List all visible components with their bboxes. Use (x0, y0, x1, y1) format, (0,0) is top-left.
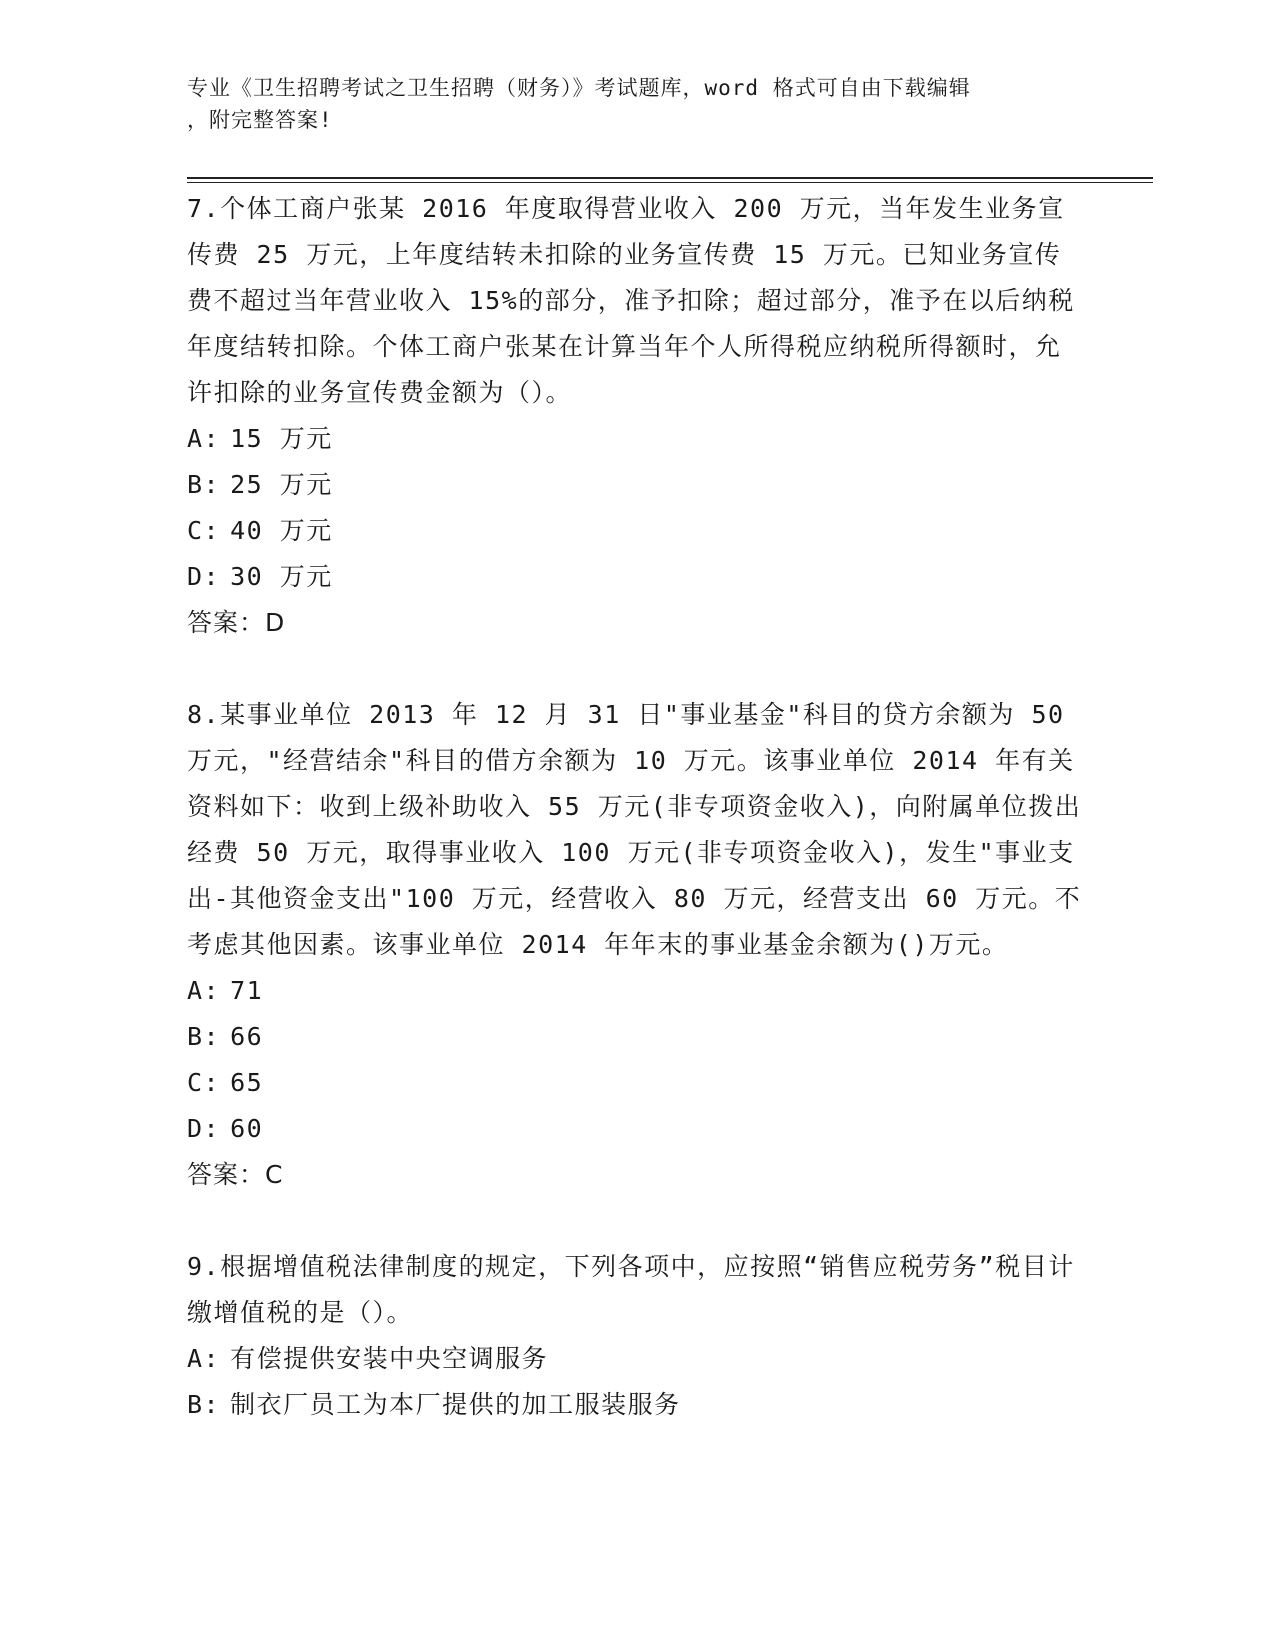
header-line-1: 专业《卫生招聘考试之卫生招聘（财务）》考试题库，word 格式可自由下载编辑 (187, 76, 971, 100)
option-c: C: 40 万元 (187, 516, 333, 545)
option-b: B: 25 万元 (187, 470, 333, 499)
option-a: A: 15 万元 (187, 424, 333, 453)
option-c: C: 65 (187, 1068, 264, 1097)
page-header (187, 72, 1067, 136)
answer: 答案：C (187, 1160, 284, 1189)
spacer (187, 646, 1087, 692)
option-b: B: 66 (187, 1022, 264, 1051)
option-b: B: 制衣厂员工为本厂提供的加工服装服务 (187, 1390, 681, 1419)
option-d: D: 60 (187, 1114, 264, 1143)
option-a: A: 有偿提供安装中央空调服务 (187, 1344, 549, 1373)
option-d: D: 30 万元 (187, 562, 333, 591)
header-line-2: ，附完整答案! (187, 108, 333, 132)
header-rule-thin (187, 182, 1153, 183)
question-text: 7.个体工商户张某 2016 年度取得营业收入 200 万元，当年发生业务宣传费 25 万元，上年度结转未扣除的业务宣传费 15 万元。已知业务宣传费不超过当年营业收入 15%的部分，准予扣除；超过部分，准予在以后纳税年度结转扣除。个体工商户张某在计算当年个人所得税应纳税所得额时，允许扣除的业务宣传费金额为（）。 (187, 194, 1075, 407)
question-7 (187, 186, 1087, 646)
question-8 (187, 692, 1087, 1198)
question-9 (187, 1244, 1087, 1428)
answer: 答案：D (187, 608, 286, 637)
question-list (187, 186, 1087, 1428)
question-text: 9.根据增值税法律制度的规定，下列各项中，应按照“销售应税劳务”税目计缴增值税的是（）。 (187, 1252, 1075, 1327)
header-rule-thick (187, 177, 1153, 179)
question-text: 8.某事业单位 2013 年 12 月 31 日"事业基金"科目的贷方余额为 50 万元，"经营结余"科目的借方余额为 10 万元。该事业单位 2014 年有关资料如下：收到上级补助收入 55 万元(非专项资金收入)，向附属单位拨出经费 50 万元，取得事业收入 100 万元(非专项资金收入)，发生"事业支出-其他资金支出"100 万元，经营收入 80 万元，经营支出 60 万元。不考虑其他因素。该事业单位 2014 年年末的事业基金余额为()万元。 (187, 700, 1082, 959)
option-a: A: 71 (187, 976, 264, 1005)
spacer (187, 1198, 1087, 1244)
